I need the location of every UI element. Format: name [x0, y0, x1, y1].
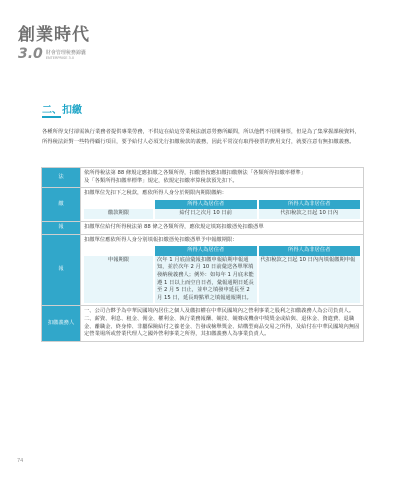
filing-subtable [84, 246, 360, 303]
book-subtitle-block [46, 50, 86, 61]
filing-resident-value: 次年 1 月底前彙報扣繳申報給期申報通知，並於次年 2 月 10 日前彙送各單單填發納稅義務人；例外：如每年 1 月底未能遵 1 日以上而空自日者，彙報通期日延長至 2 月 5 日止，並申之填發申延長至 2 月 15 日，延長時點單之填報通報期日。 [155, 256, 257, 304]
section-underline [42, 116, 61, 118]
table-row-report [42, 221, 364, 234]
row-header-law: 法 [42, 168, 81, 188]
deadline-head-resident: 所得人為居住者 [155, 200, 257, 210]
row-content-agent [81, 306, 364, 341]
deadline-text: 扣繳單位先扣下之稅款，應依所得人身分於期限內期限繳納： [84, 190, 228, 197]
table-row-deadline [42, 188, 364, 222]
deadline-nonresident-value: 代扣稅款之日起 10 日內 [259, 209, 361, 219]
row-content-deadline [81, 188, 364, 222]
book-title: 創業時代 [18, 25, 90, 45]
book-header [18, 20, 90, 61]
agent-line-2: 二、薪資、利息、租金、佣金、權利金、執行業務報酬、競技、競賽或機會中獎獎金或給與、退休金、資遣費、退職金、離職金、終身俸、非屬保險給付之養老金、告發或檢舉獎金、結構型商品交易之所得，及給付在中華民國境內無固定營業場所或營業代理人之國外營利事業之所得，其扣繳義務人為事業負責人。 [84, 315, 360, 338]
deadline-row-label: 繳款期限 [84, 209, 153, 219]
book-version: 3.0 [18, 46, 43, 62]
filing-head-resident: 所得人為居住者 [155, 246, 257, 256]
filing-text: 扣繳單位應依所得人身分別填報扣繳憑免扣繳憑單予申報繳期限： [84, 236, 238, 243]
row-content-report: 扣繳單位給付所得稅法第 88 條之各類所得，應依規定填寫扣繳憑免扣繳憑單 [81, 221, 364, 234]
filing-head-nonresident: 所得人為非居住者 [259, 246, 361, 256]
book-subtitle-row [18, 47, 90, 61]
deadline-subtable [84, 200, 360, 219]
law-line-1: 依所得稅法第 88 條規定應扣繳之各類所得，扣繳皆按應扣繳扣繳辦法「各類所得扣繳率標準」 [84, 170, 306, 176]
table-row-law [42, 168, 364, 188]
row-content-filing [81, 234, 364, 306]
filing-row-label: 申報期限 [84, 256, 153, 304]
row-header-agent: 扣繳義務人 [42, 306, 81, 341]
filing-nonresident-value: 代扣稅款之日起 10 日內內填報繳期申報 [259, 256, 361, 304]
book-subtitle-zh: 財會管理稅務錦囊 [45, 50, 86, 56]
withholding-table [41, 167, 364, 342]
agent-line-1: 一、公司合夥予為中華民國境內居住之個人及繳扣權在中華民國境內之營利事業之股利之扣繳義務人為公司負責人。 [84, 308, 355, 315]
book-subtitle-en: ENTERPRISE 3.0 [45, 56, 75, 60]
row-header-deadline: 繳 [42, 188, 81, 222]
filing-blank-head [84, 246, 153, 256]
deadline-head-nonresident: 所得人為非居住者 [259, 200, 361, 210]
section-title: 二、扣繳 [42, 105, 82, 116]
deadline-blank-head [84, 200, 153, 210]
row-header-filing: 報 [42, 234, 81, 306]
intro-paragraph: 各種所得支付卻需執行業務者提供專業勞務，不供這在給這勞業稅法創意勞務所顧問，所以他們不用開發票，但是為了集掌握課稅資料，所得稅法針對一些特得顧行項目，要予給付人必須先行扣繳稅款的義務，因此平常沒有取得發票的費用支付，就要注意有無扣繳義務。 [42, 129, 360, 145]
table-row-filing [42, 234, 364, 306]
table-row-agent [42, 306, 364, 341]
row-header-report: 報 [42, 221, 81, 234]
law-line-2: 及「各類所得扣繳率標準」規定，依規定扣繳率算稅款預先扣下。 [84, 177, 238, 184]
deadline-resident-value: 給付日之次月 10 日前 [155, 209, 257, 219]
page-number: 74 [17, 458, 24, 464]
row-content-law [81, 168, 364, 188]
